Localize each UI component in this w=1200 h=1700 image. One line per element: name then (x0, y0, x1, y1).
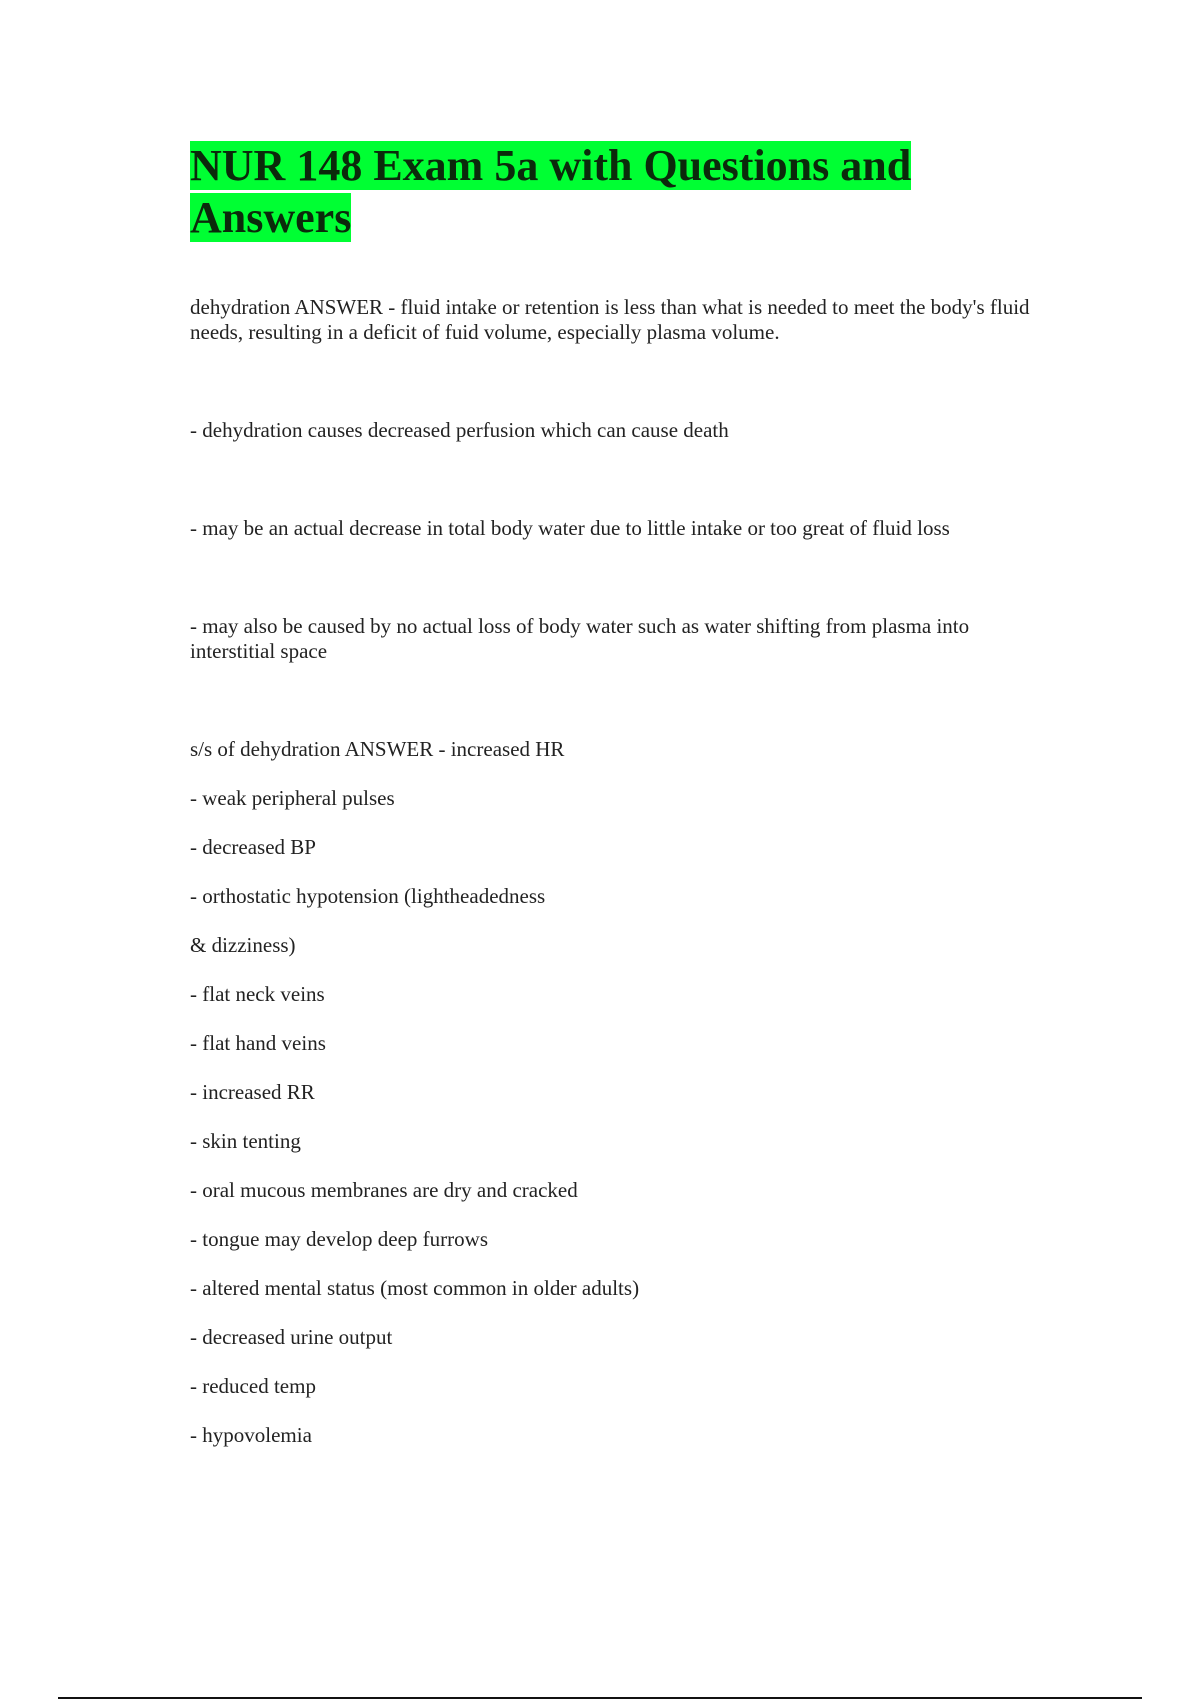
list-item: - tongue may develop deep furrows (190, 1227, 488, 1251)
list-item: - flat neck veins (190, 982, 325, 1006)
list-item: - skin tenting (190, 1129, 301, 1153)
list-item: - increased RR (190, 1080, 315, 1104)
list-item: - decreased BP (190, 835, 316, 859)
highlighted-title-text: NUR 148 Exam 5a with Questions and Answers (190, 141, 912, 242)
dehydration-point-water-decrease: - may be an actual decrease in total body water due to little intake or too great of fluid loss (190, 516, 950, 540)
list-item: & dizziness) (190, 933, 296, 957)
list-item: - altered mental status (most common in older adults) (190, 1276, 640, 1300)
list-item: - decreased urine output (190, 1325, 393, 1349)
dehydration-point-perfusion: - dehydration causes decreased perfusion which can cause death (190, 418, 729, 442)
document-title (190, 140, 950, 244)
list-item: - flat hand veins (190, 1031, 326, 1055)
dehydration-definition: dehydration ANSWER - fluid intake or retention is less than what is needed to meet the body's fluid needs, resulting in a deficit of fuid volume, especially plasma volume. (190, 295, 1030, 344)
list-item: - oral mucous membranes are dry and cracked (190, 1178, 578, 1202)
list-item: - reduced temp (190, 1374, 316, 1398)
list-item: - hypovolemia (190, 1423, 312, 1447)
page-bottom-divider (58, 1697, 1142, 1699)
list-item: - orthostatic hypotension (lightheadedness (190, 884, 546, 908)
signs-symptoms-list (190, 734, 1040, 1469)
list-item: - weak peripheral pulses (190, 786, 395, 810)
dehydration-point-fluid-shift: - may also be caused by no actual loss of body water such as water shifting from plasma into interstitial space (190, 614, 970, 663)
list-item: s/s of dehydration ANSWER - increased HR (190, 737, 565, 761)
